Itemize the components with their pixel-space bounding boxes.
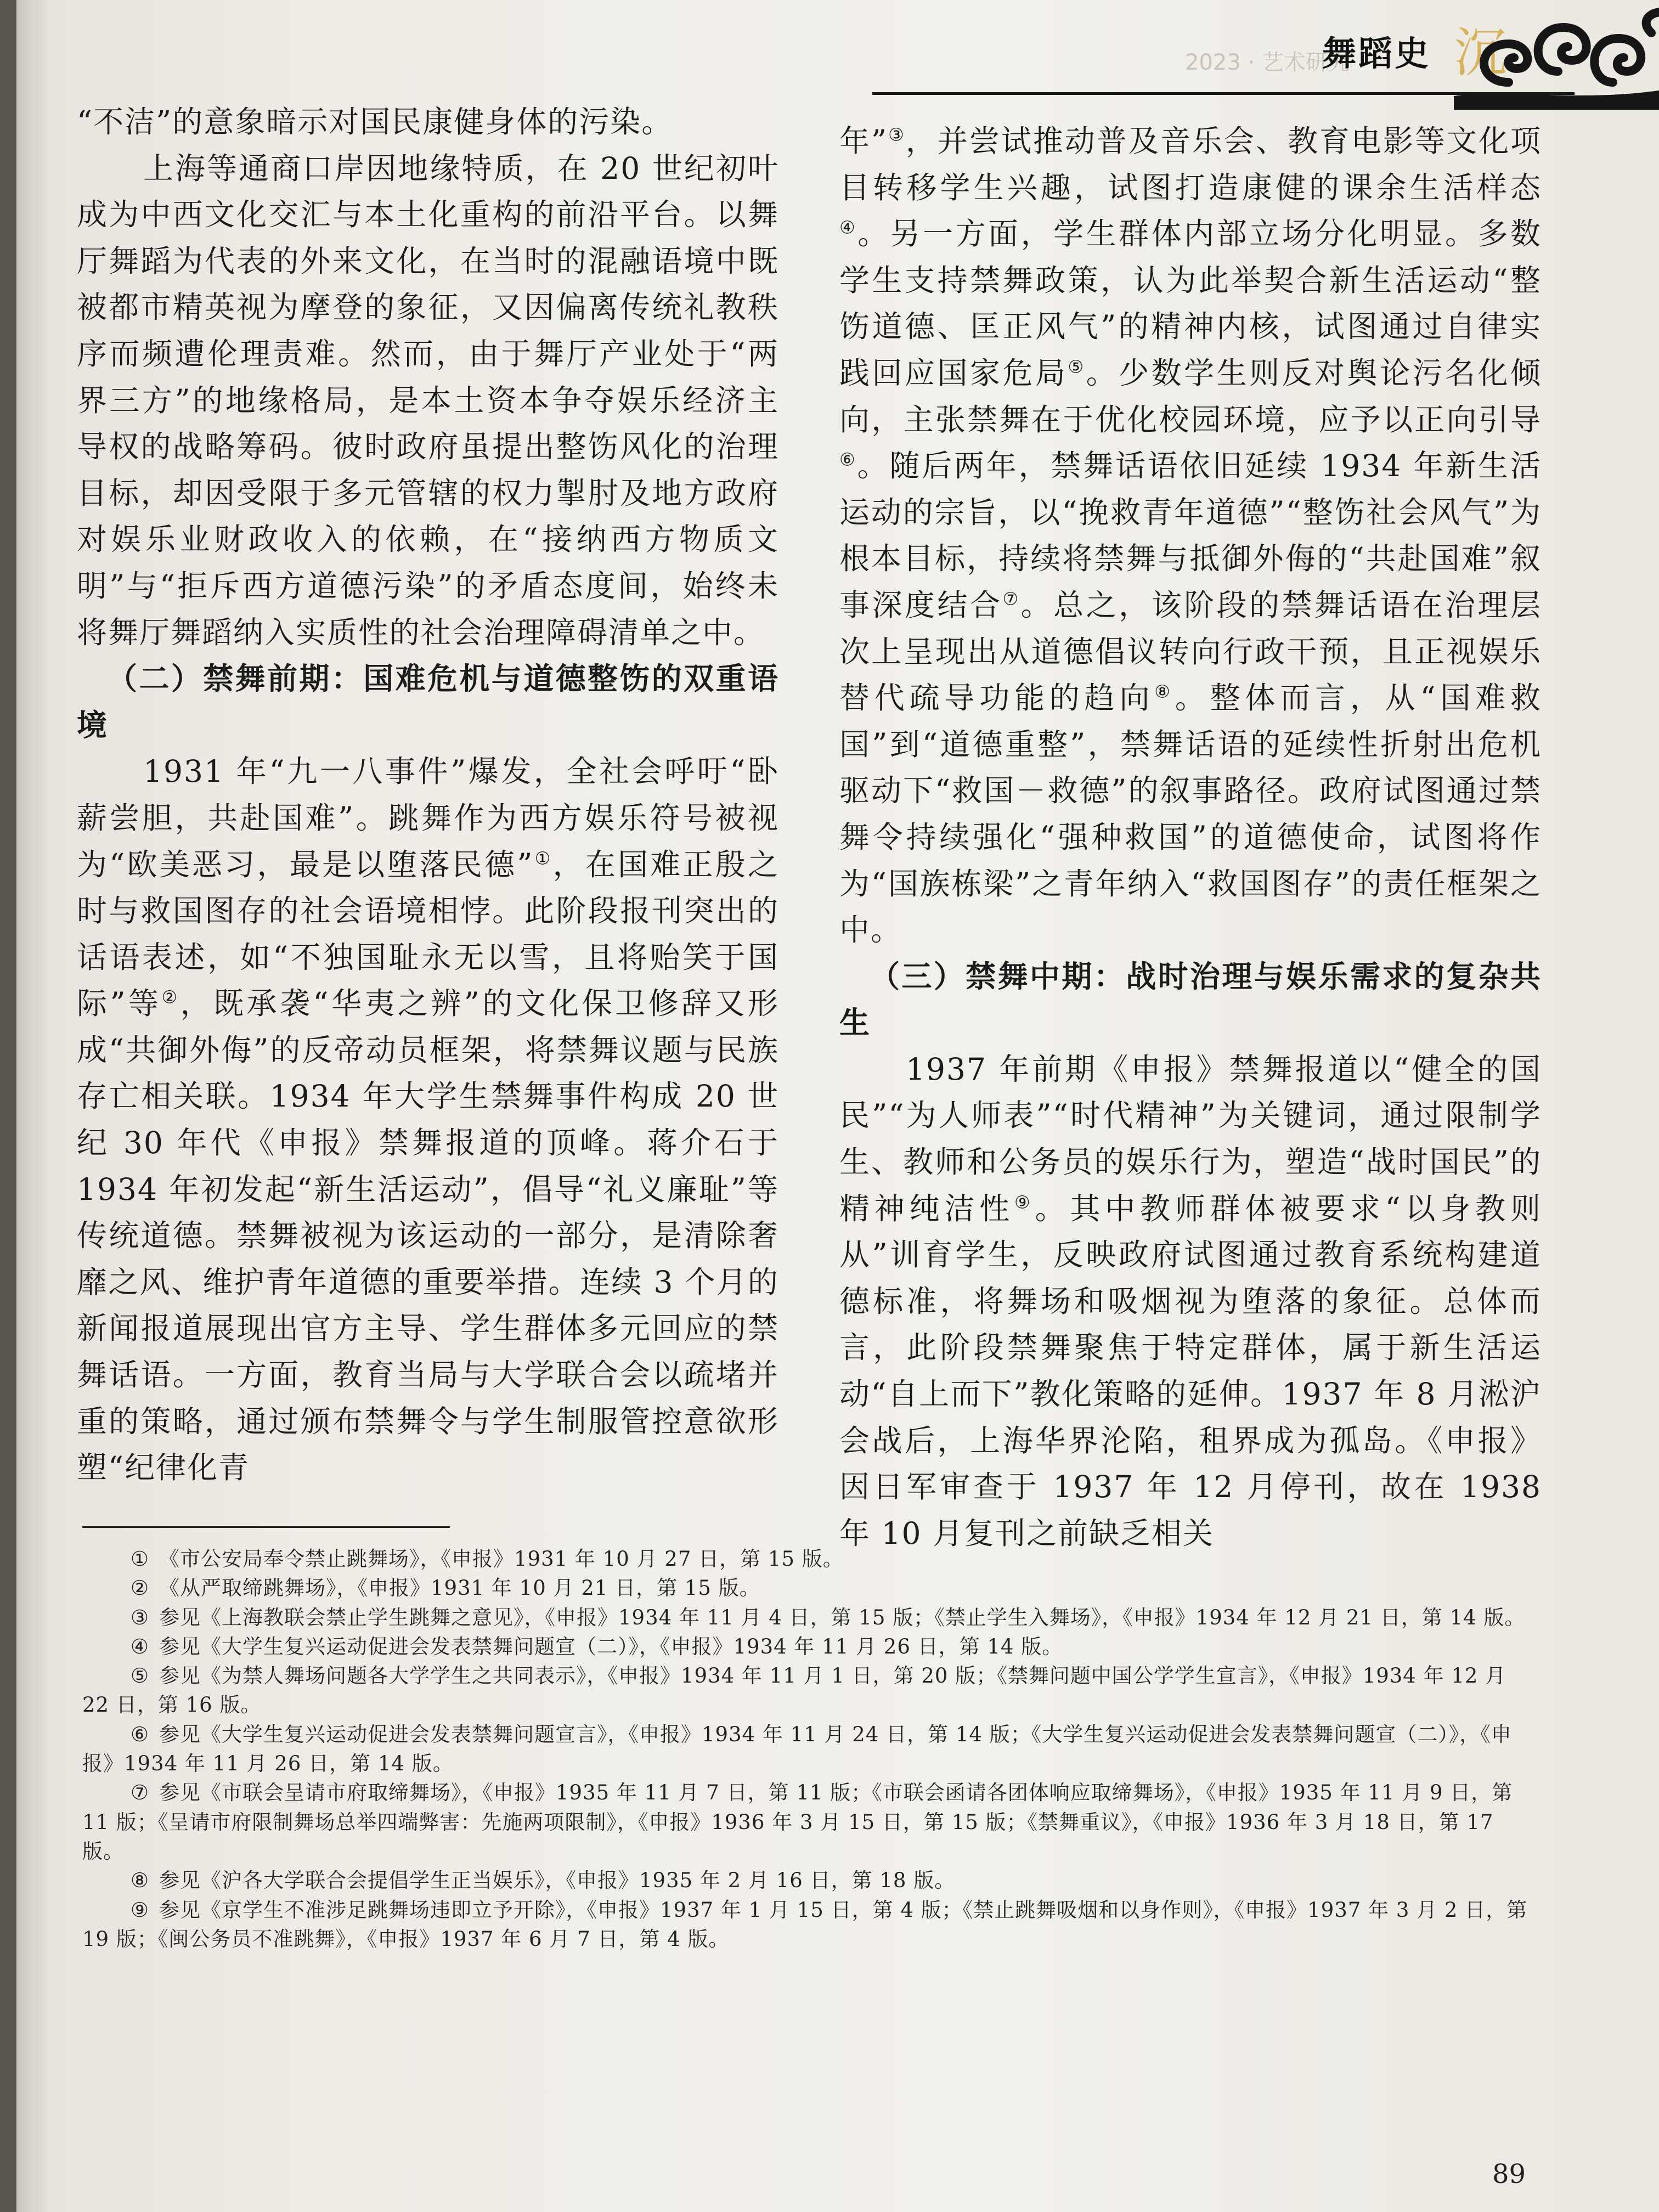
footnote-mark: ③ [888,124,906,145]
footnote-number: ② [130,1576,150,1600]
footnote-mark: ① [533,848,553,869]
footnote-text: 参见《大学生复兴运动促进会发表禁舞问题宣（二）》，《申报》1934 年 11 月 26 日，第 14 版。 [159,1634,1063,1658]
faded-header-text: 2023 · 艺术研究 [1185,50,1350,75]
footnote-number: ⑦ [130,1781,150,1805]
footnote-text: 《市公安局奉令禁止跳舞场》，《申报》1931 年 10 月 27 日，第 15 版。 [159,1547,844,1571]
paragraph: 上海等通商口岸因地缘特质，在 20 世纪初叶成为中西文化交汇与本土化重构的前沿平台。以舞厅舞蹈为代表的外来文化，在当时的混融语境中既被都市精英视为摩登的象征，又因偏离传统礼教秩序而频遭伦理责难。然而，由于舞厅产业处于“两界三方”的地缘格局，是本土资本争夺娱乐经济主导权的战略筹码。彼时政府虽提出整饬风化的治理目标，却因受限于多元管辖的权力掣肘及地方政府对娱乐业财政收入的依赖，在“接纳西方物质文明”与“拒斥西方道德污染”的矛盾态度间，始终未将舞厅舞蹈纳入实质性的社会治理障碍清单之中。 [77,150,779,650]
paragraph [839,1046,1542,1557]
page-number: 89 [1492,2159,1526,2190]
footnote-number: ③ [130,1605,150,1629]
text-run: 年” [839,123,888,159]
right-text-column [839,118,1542,1556]
footnote-text: 参见《为禁人舞场问题各大学学生之共同表示》，《申报》1934 年 11 月 1 日，第 20 版；《禁舞问题中国公学学生宣言》，《申报》1934 年 12 月 22 日，第 16 版。 [82,1664,1506,1717]
text-run: 1937 年前期《申报》禁舞报道以“健全的国民”“为人师表”“时代精神”为关键词，通过限制学生、教师和公务员的娱乐行为，塑造“战时国民”的精神纯洁性 [839,1051,1542,1226]
footnote [82,1632,1531,1661]
paragraph [77,748,779,1491]
gold-glyph: 沉 [1454,22,1506,83]
text-run: 。总之，该阶段的禁舞话语在治理层次上呈现出从道德倡议转向行政干预，且正视娱乐替代疏导功能的趋向 [839,587,1542,716]
footnote [82,1895,1531,1954]
footnote [82,1720,1531,1779]
footnote-text: 参见《大学生复兴运动促进会发表禁舞问题宣言》，《申报》1934 年 11 月 24 日，第 14 版；《大学生复兴运动促进会发表禁舞问题宣（二）》，《申报》1934 年 11 月 26 日，第 14 版。 [82,1722,1512,1776]
footnote-text: 参见《上海教联会禁止学生跳舞之意见》，《申报》1934 年 11 月 4 日，第 15 版；《禁止学生入舞场》，《申报》1934 年 12 月 21 日，第 14 版。 [159,1605,1526,1629]
left-text-column [77,99,779,1491]
book-page [16,0,1659,2212]
page-gutter-shadow [16,0,49,2212]
text-run: 。其中教师群体被要求“以身教则从”训育学生，反映政府试图通过教育系统构建道德标准，将舞场和吸烟视为堕落的象征。总体而言，此阶段禁舞聚焦于特定群体，属于新生活运动“自上而下”教化策略的延伸。1937 年 8 月淞沪会战后，上海华界沦陷，租界成为孤岛。《申报》因日军审查于 1937 年 12 月停刊，故在 1938 年 10 月复刊之前缺乏相关 [839,1190,1542,1551]
cloud-ornament-icon [1443,0,1659,115]
paragraph [839,118,1542,953]
text-run: 。另一方面，学生群体内部立场分化明显。多数学生支持禁舞政策，认为此举契合新生活运动“整饬道德、匡正风气”的精神内核，试图通过自律实践回应国家危局 [839,216,1542,391]
footnote [82,1573,1531,1602]
footnote-text: 参见《市联会呈请市府取缔舞场》，《申报》1935 年 11 月 7 日，第 11 版；《市联会函请各团体响应取缔舞场》，《申报》1935 年 11 月 9 日，第 11 版；《呈请市府限制舞场总举四端弊害：先施两项限制》，《申报》1936 年 3 月 15 日，第 15 版；《禁舞重议》，《申报》1936 年 3 月 18 日，第 17 版。 [82,1781,1513,1863]
text-run: 。整体而言，从“国难救国”到“道德重整”，禁舞话语的延续性折射出危机驱动下“救国－救德”的叙事路径。政府试图通过禁舞令持续强化“强种救国”的道德使命，试图将作为“国族栋梁”之青年纳入“救国图存”的责任框架之中。 [839,680,1542,948]
footnote [82,1866,1531,1895]
footnote-mark: ⑦ [1002,588,1021,610]
footnote-number: ⑧ [130,1869,150,1893]
footnote-text: 参见《京学生不准涉足跳舞场违即立予开除》，《申报》1937 年 1 月 15 日，第 4 版；《禁止跳舞吸烟和以身作则》，《申报》1937 年 3 月 2 日，第 19 版；《闽公务员不准跳舞》，《申报》1937 年 6 月 7 日，第 4 版。 [82,1898,1528,1951]
subsection-heading: （二）禁舞前期：国难危机与道德整饬的双重语境 [77,661,779,743]
footnote-number: ⑤ [130,1664,150,1688]
footnote-number: ⑨ [130,1898,150,1922]
footnote [82,1778,1531,1866]
text-run: 1931 年“九一八事件”爆发，全社会呼吁“卧薪尝胆，共赴国难”。跳舞作为西方娱乐符号被视为“欧美恶习，最是以堕落民德” [77,754,779,882]
footnote-mark: ② [161,986,180,1008]
text-run: 。随后两年，禁舞话语依旧延续 1934 年新生活运动的宗旨，以“挽救青年道德”“整饬社会风气”为根本目标，持续将禁舞与抵御外侮的“共赴国难”叙事深度结合 [839,448,1542,623]
footnote-mark: ⑧ [1154,681,1175,702]
footnote [82,1661,1531,1720]
text-run: ，既承袭“华夷之辨”的文化保卫修辞又形成“共御外侮”的反帝动员框架，将禁舞议题与民族存亡相关联。1934 年大学生禁舞事件构成 20 世纪 30 年代《申报》禁舞报道的顶峰。蒋介石于 1934 年初发起“新生活运动”，倡导“礼义廉耻”等传统道德。禁舞被视为该运动的一部分，是清除奢靡之风、维护青年道德的重要举措。连续 3 个月的新闻报道展现出官方主导、学生群体多元回应的禁舞话语。一方面，教育当局与大学联合会以疏堵并重的策略，通过颁布禁舞令与学生制服管控意欲形塑“纪律化青 [77,986,779,1486]
text-run: 。少数学生则反对舆论污名化倾向，主张禁舞在于优化校园环境，应予以正向引导 [839,355,1542,437]
footnote [82,1544,1531,1573]
footnotes [82,1544,1531,1954]
footnote-text: 参见《沪各大学联合会提倡学生正当娱乐》，《申报》1935 年 2 月 16 日，第 18 版。 [159,1869,956,1893]
footnote-text: 《从严取缔跳舞场》，《申报》1931 年 10 月 21 日，第 15 版。 [159,1576,760,1600]
text-run: ，在国难正殷之时与救国图存的社会语境相悖。此阶段报刊突出的话语表述，如“不独国耻永无以雪，且将贻笑于国际”等 [77,847,779,1022]
footnote-mark: ④ [839,217,858,238]
footnote-number: ④ [130,1634,150,1658]
section-title: 舞蹈史 [1322,33,1431,74]
paragraph: “不洁”的意象暗示对国民康健身体的污染。 [77,104,673,139]
footnote-mark: ⑥ [839,449,857,470]
footnote-number: ① [130,1547,150,1571]
footnote-separator [82,1526,450,1528]
footnote-mark: ⑤ [1068,356,1086,377]
subsection-heading: （三）禁舞中期：战时治理与娱乐需求的复杂共生 [839,958,1542,1041]
footnote-number: ⑥ [130,1722,150,1746]
text-run: ，并尝试推动普及音乐会、教育电影等文化项目转移学生兴趣，试图打造康健的课余生活样态 [839,123,1542,205]
footnote-mark: ⑨ [1014,1192,1035,1213]
footnote [82,1603,1531,1632]
